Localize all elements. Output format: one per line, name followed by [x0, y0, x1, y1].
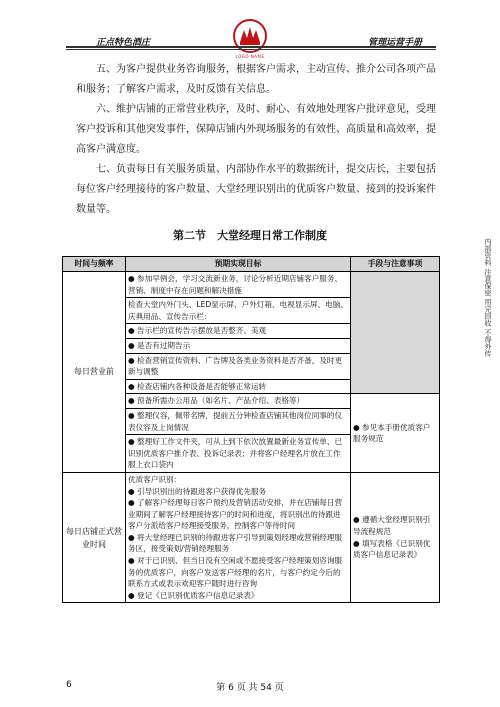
header-manual-title: 管理运营手册	[368, 38, 423, 48]
goal-cell: ● 整理仪容，佩带名牌，提前五分钟检查店铺其他岗位同事的仪表仪容及上岗情况	[126, 408, 351, 434]
section-title: 第二节 大堂经理日常工作制度	[173, 229, 327, 242]
goal-line: ● 了解客户经理每日客户预约及营销活动安排，并在店铺每日营业期间了解客户经理接待客户的时间和进度，将识别出的待跟进客户分派给客户经理接受服务，控制客户等待时间	[128, 498, 343, 531]
header-company-name: 正点特色酒庄	[96, 38, 151, 48]
time-cell-pre-opening: 每日营业前	[63, 272, 126, 473]
goal-line: ● 引导识别出的待跟进客户获得优先服务	[128, 486, 267, 496]
paragraph-7: 七、负责每日有关服务质量、内部协作水平的数据统计，提交店长，主要包括每位客户经理接待的客户数量、大堂经理识别出的优质客户数量、接到的投诉案件数量等。	[76, 164, 436, 215]
goal-cell-client-identification	[126, 472, 351, 603]
time-cell-business-hours: 每日店铺正式营业时间	[63, 472, 126, 603]
table-row	[63, 272, 440, 298]
note-line: ● 遵循大堂经理识别引导流程规范	[353, 515, 431, 537]
header-rule	[66, 46, 436, 48]
goal-line: ● 对于已识别、但当日没有空闲或不愿接受客户经理策划咨询服务的优质客户，向客户发送客户经理的名片，与客户约定今后的联系方式或表示欢迎客户随时进行咨询	[128, 556, 343, 589]
goal-cell: ● 预备所需办公用品（如名片、产品介绍、表格等）	[126, 394, 351, 409]
goal-cell: 检查大堂内外门头、LED显示屏、户外灯箱、电视显示屏、电脑、庆典用品、宣传告示栏：	[126, 298, 351, 324]
col-header-time: 时间与频率	[63, 257, 126, 272]
note-cell-blank	[351, 272, 440, 394]
goal-line: 优质客户识别：	[128, 474, 182, 484]
col-header-means: 手段与注意事项	[351, 257, 440, 272]
goal-cell: ● 参加早例会，学习交流新业务，讨论分析近期店铺客户服务、营销、制度中存在问题和解决措施	[126, 272, 351, 298]
note-cell-service-spec: ● 参见本手册优质客户服务规范	[351, 394, 440, 473]
paragraph-5: 五、为客户提供业务咨询服务，根据客户需求，主动宣传、推介公司各项产品和服务；了解客户需求，及时反馈有关信息。	[76, 64, 436, 95]
goal-cell: ● 检查店铺内各种设备是否能够正常运转	[126, 379, 351, 394]
footer-page-number: 6	[66, 680, 72, 690]
col-header-goal: 预期实现目标	[126, 257, 351, 272]
page-header	[0, 0, 500, 60]
goal-cell: ● 整理好工作文件夹，可从上到下依次放置最新业务宣传单、已识别优质客户推介表、投诉记录表；并将客户经理名片放在工作服上衣口袋内	[126, 435, 351, 473]
header-rule-thin	[66, 49, 436, 50]
note-cell-identification	[351, 472, 440, 603]
goal-line: ● 登记《已识别优质客户信息记录表》	[128, 590, 259, 600]
logo-caption: LOGO NAME	[235, 54, 265, 59]
goal-cell: ● 检查营销宣传资料、广告牌及各类业务资料是否齐备，及时更新与调整	[126, 353, 351, 379]
paragraph-6: 六、维护店铺的正常营业秩序，及时、耐心、有效地处理客户批评意见，受理客户投诉和其他突发事件，保障店铺内外现场服务的有效性、高质量和高效率，提高客户满意度。	[76, 104, 436, 155]
goal-cell: ● 告示栏的宣传告示摆放是否整齐、美观	[126, 324, 351, 339]
note-line: ● 填写表格《已识别优质客户信息记录表》	[353, 538, 431, 560]
goal-cell: ● 是否有过期告示	[126, 338, 351, 353]
lobby-manager-duty-table	[62, 256, 440, 603]
confidential-side-note: 内部资料 注意保密 用完回收 不得外传	[484, 238, 492, 357]
goal-line: ● 将大堂经理已识别的待跟进客户引导到策划经理或营销经理服务区，接受策划/营销经理服务	[128, 532, 343, 554]
footer-page-of: 第 6 页 共 54 页	[216, 683, 284, 693]
table-row	[63, 472, 440, 603]
table-header-row	[63, 257, 440, 272]
